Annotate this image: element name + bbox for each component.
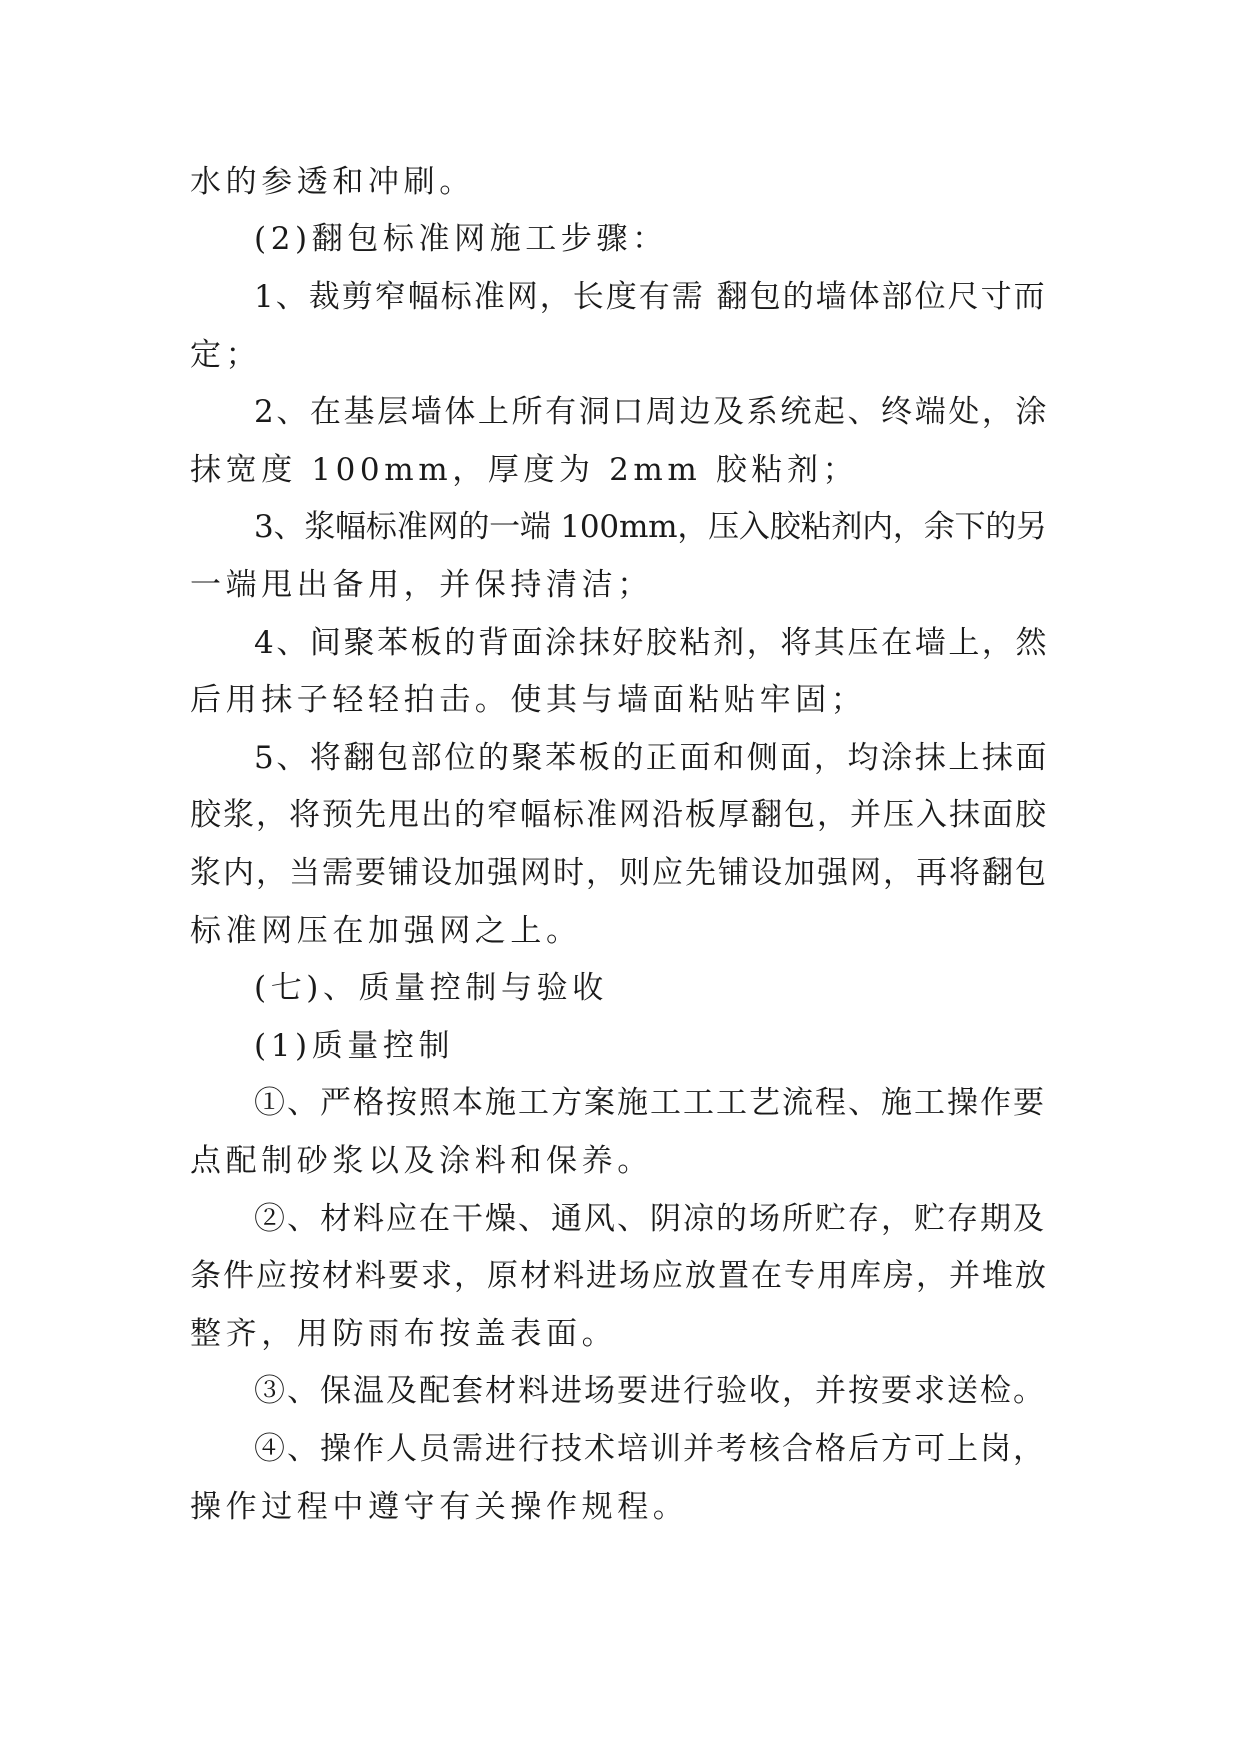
body-text-line: 2、在基层墙体上所有洞口周边及系统起、终端处，涂 (254, 394, 1050, 430)
body-text-line: 标准网压在加强网之上。 (190, 913, 582, 949)
section-heading: (七)、质量控制与验收 (254, 970, 608, 1006)
body-text-line: 胶浆，将预先甩出的窄幅标准网沿板厚翻包，并压入抹面胶 (190, 797, 1048, 833)
body-text-line: ②、材料应在干燥、通风、阴凉的场所贮存，贮存期及 (254, 1201, 1046, 1237)
section-heading: (2)翻包标准网施工步骤： (254, 221, 668, 257)
body-text-line: 浆内，当需要铺设加强网时，则应先铺设加强网，再将翻包 (190, 855, 1048, 891)
body-text-line: 5、将翻包部位的聚苯板的正面和侧面，均涂抹上抹面 (254, 740, 1050, 776)
body-text-line: ①、严格按照本施工方案施工工工艺流程、施工操作要 (254, 1085, 1046, 1121)
body-text-line: 整齐，用防雨布按盖表面。 (190, 1316, 618, 1352)
body-text-line: 定； (190, 337, 262, 373)
body-text-line: 水的参透和冲刷。 (190, 164, 475, 200)
body-text-line: 后用抹子轻轻拍击。使其与墙面粘贴牢固； (190, 682, 867, 718)
body-text-line: 1、裁剪窄幅标准网，长度有需 翻包的墙体部位尺寸而 (254, 279, 1047, 315)
body-text-line: 3、浆幅标准网的一端 100mm，压入胶粘剂内，余下的另 (254, 509, 1047, 545)
body-text-line: 点配制砂浆以及涂料和保养。 (190, 1143, 653, 1179)
body-text-line: ③、保温及配套材料进场要进行验收，并按要求送检。 (254, 1373, 1046, 1409)
body-text-line: 条件应按材料要求，原材料进场应放置在专用库房，并堆放 (190, 1258, 1048, 1294)
body-text-line: ④、操作人员需进行技术培训并考核合格后方可上岗， (254, 1431, 1046, 1467)
body-text-line: 操作过程中遵守有关操作规程。 (190, 1489, 689, 1525)
body-text-line: 4、间聚苯板的背面涂抹好胶粘剂，将其压在墙上，然 (254, 625, 1050, 661)
body-text-line: 一端甩出备用，并保持清洁； (190, 567, 653, 603)
body-text-line: 抹宽度 100mm，厚度为 2mm 胶粘剂； (190, 452, 859, 488)
subsection-heading: (1)质量控制 (254, 1028, 455, 1064)
